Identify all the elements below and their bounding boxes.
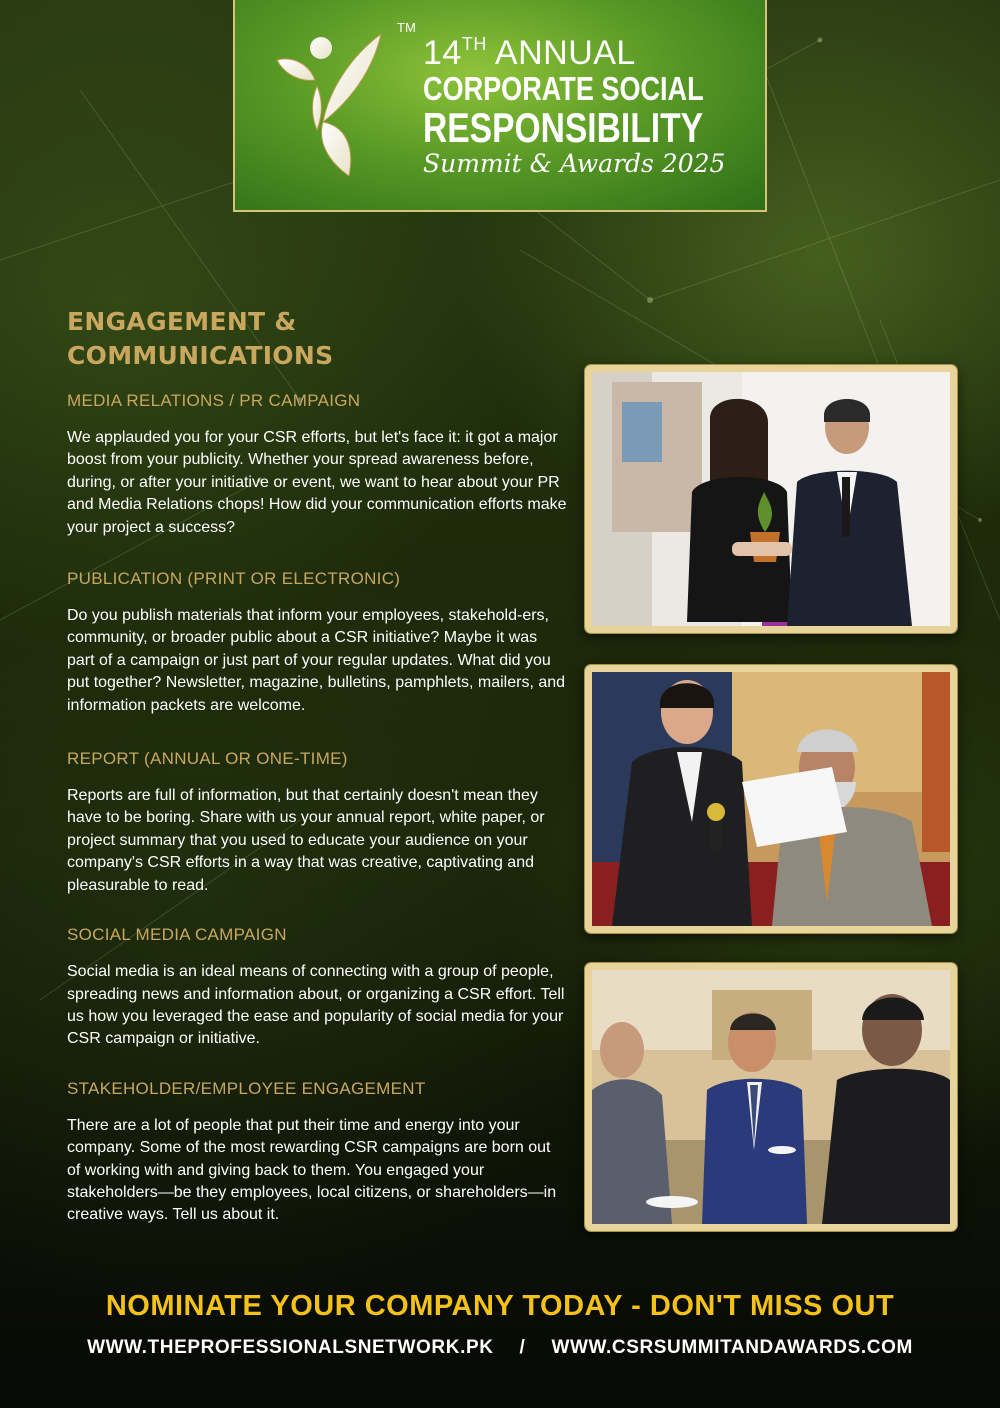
event-photo-document-reading <box>585 665 957 933</box>
section-body: There are a lot of people that put their time and energy into your company. Some of the most rewarding CSR campaigns are born out of working with and giving back to them. You engaged your stakeholders—be they employees, local citizens, or shareholders—in creative ways. Tell us about it. <box>67 1116 557 1224</box>
logo-line-responsibility: RESPONSIBILITY <box>423 104 704 151</box>
event-photo-networking <box>585 963 957 1231</box>
section-title: SOCIAL MEDIA CAMPAIGN <box>67 925 287 945</box>
section-title: STAKEHOLDER/EMPLOYEE ENGAGEMENT <box>67 1078 426 1098</box>
link-separator: / <box>519 1337 526 1358</box>
section-media-relations <box>67 391 567 539</box>
section-title: PUBLICATION (PRINT OR ELECTRONIC) <box>67 569 401 589</box>
section-publication <box>67 569 567 717</box>
section-body: Social media is an ideal means of connecting with a group of people, spreading news and information about, or organizing a CSR effort. Tell us how you leveraged the ease and popularity of social media for your CSR campaign or initiative. <box>67 963 565 1048</box>
section-report <box>67 749 567 897</box>
section-stakeholder-engagement <box>67 1079 567 1227</box>
website-links <box>0 1337 1000 1359</box>
logo-line-summit-awards: Summit & Awards 2025 <box>423 149 726 178</box>
trademark-symbol: TM <box>397 20 416 35</box>
website-link-professionals-network[interactable]: WWW.THEPROFESSIONALSNETWORK.PK <box>87 1337 494 1358</box>
section-body: We applauded you for your CSR efforts, but let's face it: it got a major boost from your publicity. Whether your spread awareness before, during, or after your initiative or event, we want to hear about your PR and Media Relations chops! How did your communication efforts make your project a success? <box>67 429 567 536</box>
section-title: MEDIA RELATIONS / PR CAMPAIGN <box>67 391 361 410</box>
category-content <box>67 305 567 1257</box>
section-social-media <box>67 925 567 1051</box>
event-logo <box>233 0 767 212</box>
leaf-figure-icon <box>273 30 383 180</box>
event-photo-plant-presentation <box>585 365 957 633</box>
website-link-csr-summit[interactable]: WWW.CSRSUMMITANDAWARDS.COM <box>551 1337 913 1358</box>
section-body: Do you publish materials that inform your employees, stakehold-ers, community, or broader public about a CSR initiative? Maybe it was part of a campaign or just part of your regular updates. What did you put together? Newsletter, magazine, bulletins, pamphlets, mailers, and information packets are welcome. <box>67 607 566 714</box>
page-title: ENGAGEMENT & COMMUNICATIONS <box>67 307 334 370</box>
logo-line-annual: 14TH ANNUAL <box>423 34 636 72</box>
section-title: REPORT (ANNUAL OR ONE-TIME) <box>67 749 348 769</box>
logo-line-corporate-social: CORPORATE SOCIAL <box>423 70 704 107</box>
nominate-call-to-action: NOMINATE YOUR COMPANY TODAY - DON'T MISS OUT <box>105 1290 895 1322</box>
section-body: Reports are full of information, but that certainly doesn't mean they have to be boring. Share with us your annual report, white paper, or project summary that you used to educate your audience on your company's CSR efforts in a way that was creative, captivating and pleasurable to read. <box>67 787 545 894</box>
